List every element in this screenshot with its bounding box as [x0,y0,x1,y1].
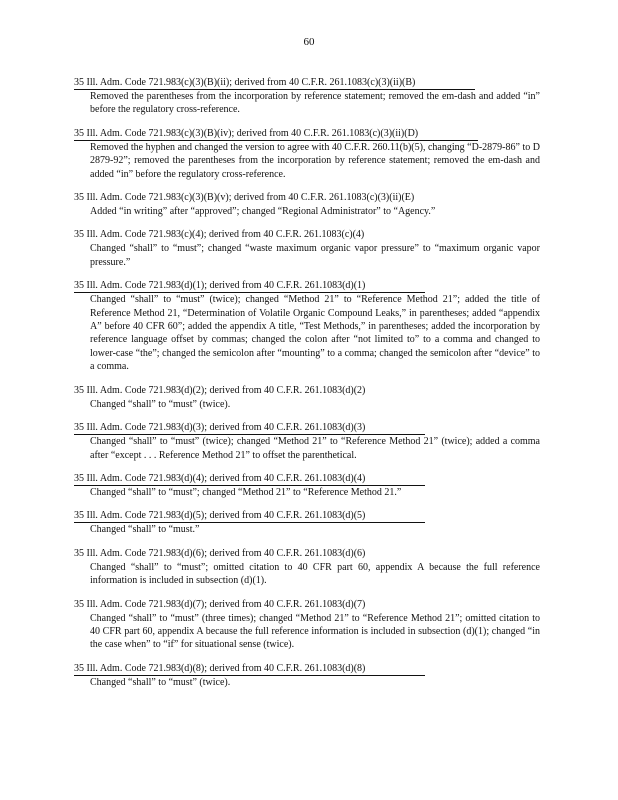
revision-note [74,224,540,269]
revision-description: Changed “shall” to “must”; changed “Method 21” to “Reference Method 21.” [90,486,402,498]
revision-note [74,275,540,373]
revision-description: Removed the parentheses from the incorporation by reference statement; removed the em-dash and added “in” before the regulatory cross-reference. [90,91,540,116]
revision-note [74,543,540,588]
citation-heading: 35 Ill. Adm. Code 721.983(d)(1); derived from 40 C.F.R. 261.1083(d)(1) [74,279,425,293]
revision-note [74,123,540,181]
revision-notes-list [74,72,540,695]
revision-description: Changed “shall” to “must”; changed “waste maximum organic vapor pressure” to “maximum organic vapor pressure.” [90,243,540,268]
citation-heading: 35 Ill. Adm. Code 721.983(d)(6); derived from 40 C.F.R. 261.1083(d)(6) [74,547,366,559]
citation-heading: 35 Ill. Adm. Code 721.983(d)(4); derived from 40 C.F.R. 261.1083(d)(4) [74,472,425,486]
citation-heading: 35 Ill. Adm. Code 721.983(d)(3); derived from 40 C.F.R. 261.1083(d)(3) [74,421,425,435]
citation-heading: 35 Ill. Adm. Code 721.983(c)(4); derived from 40 C.F.R. 261.1083(c)(4) [74,229,365,241]
revision-description: Changed “shall” to “must”; omitted citation to 40 CFR part 60, appendix A because the full reference information is included in subsection (d)(1). [90,561,540,587]
citation-heading: 35 Ill. Adm. Code 721.983(d)(7); derived from 40 C.F.R. 261.1083(d)(7) [74,598,366,610]
citation-heading: 35 Ill. Adm. Code 721.983(c)(3)(B)(ii); derived from 40 C.F.R. 261.1083(c)(3)(ii)(B) [74,76,475,90]
revision-note [74,380,540,411]
revision-note [74,187,540,218]
revision-note [74,594,540,652]
revision-note [74,72,540,117]
revision-description: Changed “shall” to “must” (twice). [90,398,231,410]
revision-description: Changed “shall” to “must.” [90,524,200,536]
citation-heading: 35 Ill. Adm. Code 721.983(d)(2); derived from 40 C.F.R. 261.1083(d)(2) [74,384,366,396]
citation-heading: 35 Ill. Adm. Code 721.983(d)(8); derived from 40 C.F.R. 261.1083(d)(8) [74,662,425,676]
citation-heading: 35 Ill. Adm. Code 721.983(c)(3)(B)(iv); derived from 40 C.F.R. 261.1083(c)(3)(ii)(D) [74,127,478,141]
revision-note [74,468,540,499]
revision-description: Changed “shall” to “must” (twice); changed “Method 21” to “Reference Method 21”; added the title of Reference Method 21, “Determination of Volatile Organic Compound Leaks,” in parentheses; added “appendix A” before 40 CFR 60”; added the appendix A title, “Test Methods,” in parentheses; added the incorporation by reference language offset by commas; changed the colon after “not limited to” to a comma and changed to lower-case “the”; changed the semicolon after “mounting” to a comma; changed the semicolon after “device” to a comma. [90,294,540,373]
revision-note [74,417,540,462]
page-number: 60 [303,36,315,48]
revision-description: Removed the hyphen and changed the version to agree with 40 C.F.R. 260.11(b)(5), changing “D-2879-86” to D 2879-92”; removed the parentheses from the incorporation by reference statement; removed the em-dash and added “in” before the regulatory cross-reference. [90,141,540,180]
revision-description: Added “in writing” after “approved”; changed “Regional Administrator” to “Agency.” [90,206,436,218]
revision-description: Changed “shall” to “must” (three times); changed “Method 21” to “Reference Method 21”; omitted citation to 40 CFR part 60, appendix A because the full reference information is included in subsection (d)(1); changed “in the case when” to “if” for situational sense (twice). [90,612,540,651]
citation-heading: 35 Ill. Adm. Code 721.983(c)(3)(B)(v); derived from 40 C.F.R. 261.1083(c)(3)(ii)(E) [74,192,415,204]
citation-heading: 35 Ill. Adm. Code 721.983(d)(5); derived from 40 C.F.R. 261.1083(d)(5) [74,509,425,523]
revision-description: Changed “shall” to “must” (twice). [90,676,231,688]
revision-description: Changed “shall” to “must” (twice); changed “Method 21” to “Reference Method 21” (twice); added a comma after “except . . . Reference Method 21” to offset the parenthetical. [90,436,540,461]
revision-note [74,505,540,536]
revision-note [74,658,540,689]
